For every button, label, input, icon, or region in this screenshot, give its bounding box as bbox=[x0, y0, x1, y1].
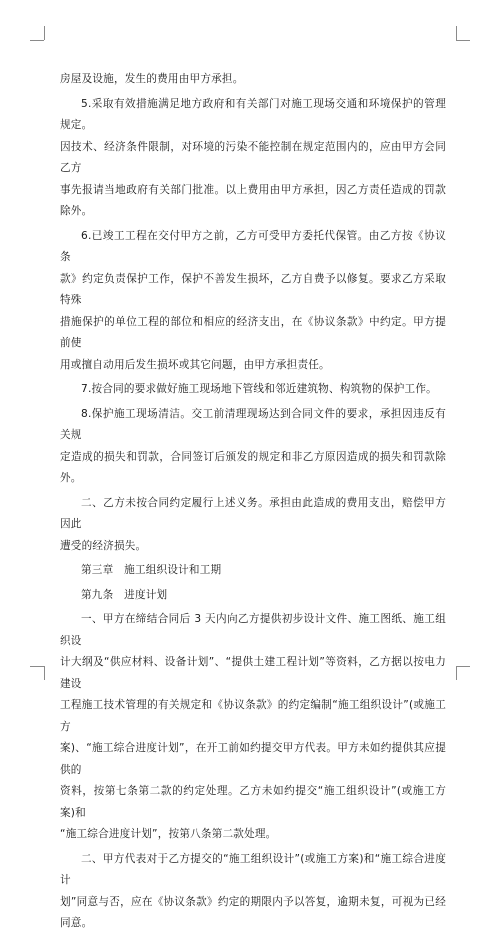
document-line: 划”同意与否，应在《协议条款》约定的期限内予以答复，逾期未复，可视为已经同意。 bbox=[60, 895, 446, 929]
document-line: 资料，按第七条第二款的约定处理。乙方未如约提交“施工组织设计”(或施工方案)和 bbox=[60, 785, 446, 819]
crop-mark-top-left-vertical bbox=[44, 26, 45, 40]
document-line: 6.已竣工工程在交付甲方之前，乙方可受甲方委托代保管。由乙方按《协议条 bbox=[60, 229, 446, 263]
document-line: 一、甲方在缔结合同后 3 天内向乙方提供初步设计文件、施工图纸、施工组织设 bbox=[60, 613, 446, 647]
document-line: 案)、“施工综合进度计划”，在开工前如约提交甲方代表。甲方未如约提供其应提供的 bbox=[60, 742, 446, 776]
document-line: 因技术、经济条件限制，对环境的污染不能控制在规定范围内的，应由甲方会同乙方 bbox=[60, 140, 446, 174]
document-line: 用或擅自动用后发生损坏或其它问题，由甲方承担责任。 bbox=[60, 358, 330, 371]
document-line: 8.保护施工现场清洁。交工前清理现场达到合同文件的要求，承担因违反有关规 bbox=[60, 407, 446, 441]
crop-mark-top-right-vertical bbox=[456, 26, 457, 40]
document-line: 第九条 进度计划 bbox=[81, 588, 168, 601]
document-line: 第三章 施工组织设计和工期 bbox=[81, 564, 222, 576]
document-line: 7.按合同的要求做好施工现场地下管线和邻近建筑物、构筑物的保护工作。 bbox=[81, 383, 437, 395]
document-line: 房屋及设施，发生的费用由甲方承担。 bbox=[60, 73, 244, 85]
crop-mark-top-left-horizontal bbox=[30, 40, 44, 41]
crop-mark-top-right-horizontal bbox=[456, 40, 470, 41]
document-line: “施工综合进度计划”，按第八条第二款处理。 bbox=[60, 828, 277, 840]
document-line: 定造成的损失和罚款，合同签订后颁发的规定和非乙方原因造成的损失和罚款除外。 bbox=[60, 450, 446, 484]
document-line: 事先报请当地政府有关部门批准。以上费用由甲方承担，因乙方责任造成的罚款除外。 bbox=[60, 183, 446, 217]
document-line: 二、甲方代表对于乙方提交的“施工组织设计”(或施工方案)和“施工综合进度计 bbox=[60, 852, 446, 886]
document-line: 款》约定负责保护工作，保护不善发生损坏，乙方自费予以修复。要求乙方采取特殊 bbox=[60, 272, 446, 306]
crop-mark-bottom-right-vertical bbox=[456, 666, 457, 680]
crop-mark-bottom-left-vertical bbox=[44, 666, 45, 680]
crop-mark-bottom-left-horizontal bbox=[30, 666, 44, 667]
document-line: 二、乙方未按合同约定履行上述义务。承担由此造成的费用支出，赔偿甲方因此 bbox=[60, 496, 446, 530]
document-line: 遭受的经济损失。 bbox=[60, 539, 147, 552]
document-line: 计大纲及“供应材料、设备计划”、“提供土建工程计划”等资料，乙方据以按电力建设 bbox=[60, 656, 446, 690]
document-line: 工程施工技术管理的有关规定和《协议条款》的约定编制“施工组织设计”(或施工方 bbox=[60, 699, 446, 733]
document-body bbox=[60, 69, 446, 935]
document-line: 措施保护的单位工程的部位和相应的经济支出，在《协议条款》中约定。甲方提前使 bbox=[60, 315, 446, 349]
document-line: 5.采取有效措施满足地方政府和有关部门对施工现场交通和环境保护的管理规定。 bbox=[60, 97, 446, 131]
crop-mark-bottom-right-horizontal bbox=[456, 666, 470, 667]
